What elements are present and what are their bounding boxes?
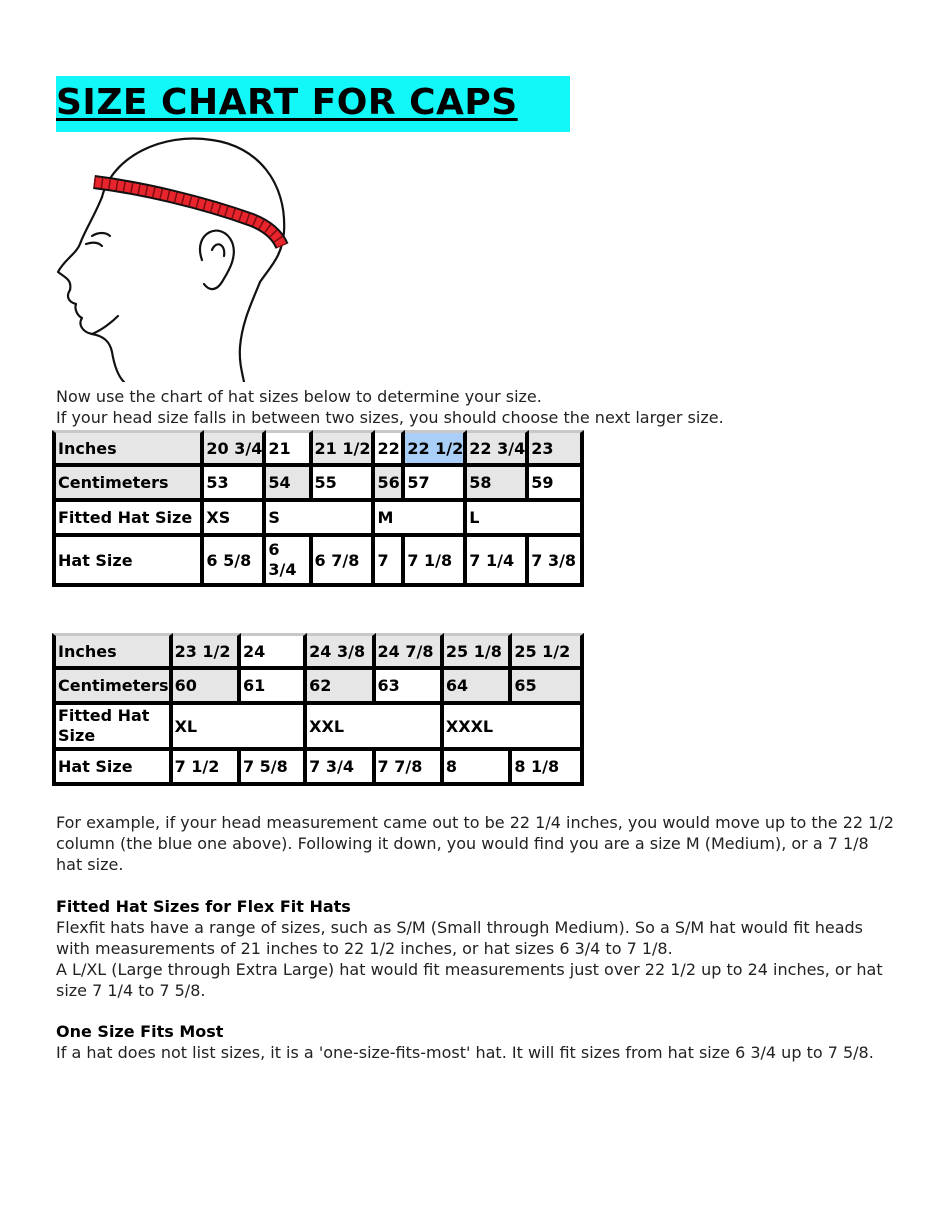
size-table-1 [52,430,584,587]
intro-line-1: Now use the chart of hat sizes below to determine your size. [56,387,542,406]
row-label-hat-size: Hat Size [52,751,173,786]
row-label-hat-size: Hat Size [52,537,204,587]
row-label-fitted: Fitted Hat Size [52,502,204,537]
hat-size-row [52,751,584,786]
inches-cell: 20 3/4 [204,430,266,467]
title-highlight [56,76,570,132]
hat-cell: 7 3/4 [307,751,375,786]
fitted-cell: M [375,502,467,537]
hat-cell: 7 1/8 [405,537,467,587]
fitted-hat-size-row [52,705,584,751]
row-label-inches: Inches [52,633,173,670]
flexfit-paragraph-1: Flexfit hats have a range of sizes, such as S/M (Small through Medium). So a S/M hat would fit heads with measurements of 21 inches to 22 1/2 inches, or hat sizes 6 3/4 to 7 1/8. [56,918,863,958]
fitted-cell: XXXL [444,705,584,751]
head-measurement-illustration [52,132,312,382]
hat-cell: 7 5/8 [241,751,307,786]
centimeters-row [52,467,584,502]
cm-cell: 56 [375,467,405,502]
cm-cell: 60 [173,670,241,705]
hat-cell: 7 7/8 [376,751,444,786]
inches-cell: 25 1/2 [512,633,584,670]
inches-row [52,633,584,670]
hat-cell: 6 7/8 [313,537,376,587]
hat-cell: 7 3/8 [529,537,584,587]
one-size-section [56,1021,896,1063]
one-size-paragraph: If a hat does not list sizes, it is a 'one-size-fits-most' hat. It will fit sizes from hat size 6 3/4 up to 7 5/8. [56,1043,874,1062]
flexfit-heading: Fitted Hat Sizes for Flex Fit Hats [56,897,351,916]
inches-cell: 22 3/4 [467,430,529,467]
example-paragraph: For example, if your head measurement came out to be 22 1/4 inches, you would move up to the 22 1/2 column (the blue one above). Following it down, you would find you are a size M (Medium), or a 7 1/8 hat size. [56,813,894,874]
row-label-centimeters: Centimeters [52,670,173,705]
hat-cell: 6 3/4 [266,537,312,587]
hat-cell: 8 [444,751,512,786]
cm-cell: 59 [529,467,584,502]
inches-cell: 21 1/2 [313,430,376,467]
inches-row [52,430,584,467]
inches-cell: 24 3/8 [307,633,375,670]
intro-line-2: If your head size falls in between two sizes, you should choose the next larger size. [56,408,724,427]
flexfit-paragraph-2: A L/XL (Large through Extra Large) hat would fit measurements just over 22 1/2 up to 24 inches, or hat size 7 1/4 to 7 5/8. [56,960,883,1000]
row-label-centimeters: Centimeters [52,467,204,502]
inches-cell: 23 1/2 [173,633,241,670]
inches-cell: 22 [375,430,405,467]
cm-cell: 63 [376,670,444,705]
cm-cell: 54 [266,467,312,502]
hat-size-row [52,537,584,587]
cm-cell: 65 [512,670,584,705]
hat-cell: 7 1/4 [467,537,529,587]
example-section [56,812,896,875]
hat-cell: 6 5/8 [204,537,266,587]
intro-text [56,386,724,428]
fitted-cell: XS [204,502,266,537]
one-size-heading: One Size Fits Most [56,1022,224,1041]
flexfit-section [56,896,896,1001]
cm-cell: 53 [204,467,266,502]
fitted-hat-size-row [52,502,584,537]
cm-cell: 55 [313,467,376,502]
fitted-cell: S [266,502,375,537]
inches-cell-highlighted: 22 1/2 [405,430,467,467]
hat-cell: 7 1/2 [173,751,241,786]
measuring-tape [94,182,282,246]
row-label-inches: Inches [52,430,204,467]
hat-cell: 8 1/8 [512,751,584,786]
cm-cell: 62 [307,670,375,705]
row-label-fitted: Fitted Hat Size [52,705,173,751]
inches-cell: 24 7/8 [376,633,444,670]
fitted-cell: L [467,502,584,537]
cm-cell: 57 [405,467,467,502]
fitted-cell: XXL [307,705,444,751]
inches-cell: 25 1/8 [444,633,512,670]
page-title: SIZE CHART FOR CAPS [56,82,518,123]
fitted-cell: XL [173,705,308,751]
cm-cell: 64 [444,670,512,705]
hat-cell: 7 [375,537,405,587]
size-table-2 [52,633,584,786]
cm-cell: 58 [467,467,529,502]
inches-cell: 24 [241,633,307,670]
inches-cell: 23 [529,430,584,467]
inches-cell: 21 [266,430,312,467]
cm-cell: 61 [241,670,307,705]
centimeters-row [52,670,584,705]
